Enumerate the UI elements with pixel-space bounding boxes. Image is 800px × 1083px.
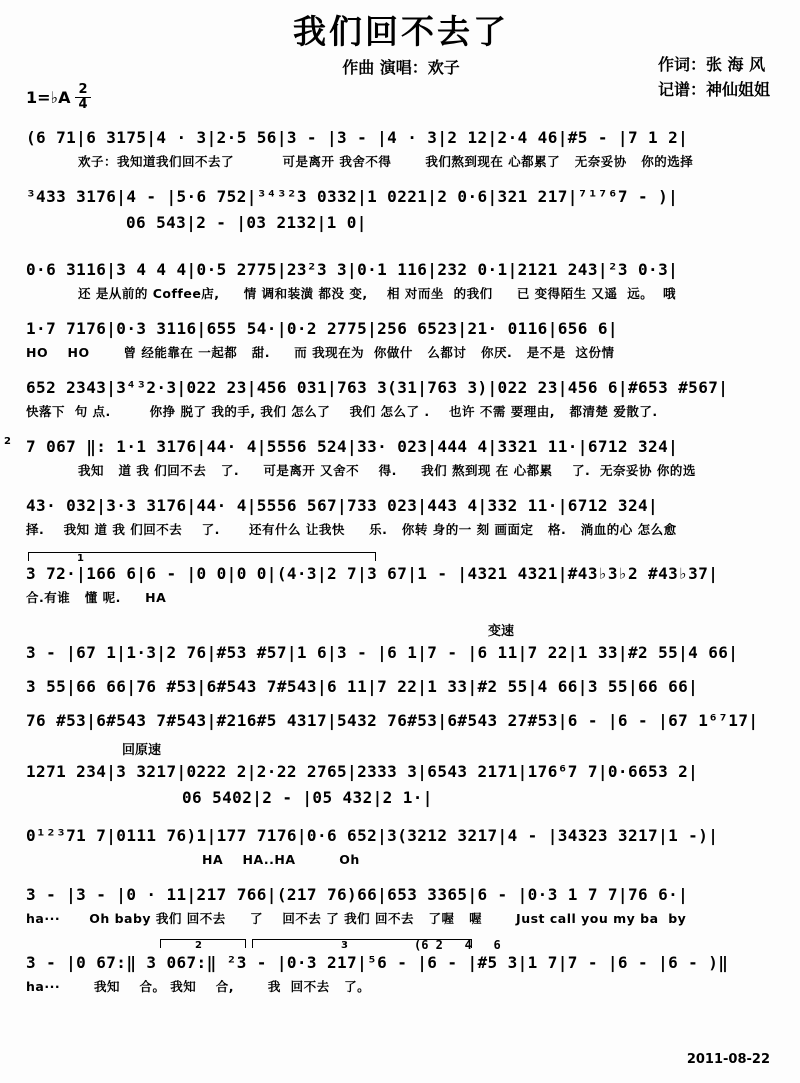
time-denominator: 4: [78, 96, 88, 112]
music-system-1: [26, 125, 776, 171]
verse-number-marker: 2: [4, 436, 11, 448]
notation-line: (6 71|6 3175|4 · 3|2·5 56|3 - |3 - |4 · 3|2 12|2·4 46|#5 - |7 1 2|: [26, 128, 689, 148]
lyrics-line: 还 是从前的 Coffee店, 情 调和装潢 都没 变, 相 对而坐 的我们 已 变得陌生 又遥 远。 哦: [78, 286, 676, 302]
lyricist-line: 作词：张 海 风: [657, 55, 766, 74]
music-system-7: [26, 493, 776, 539]
volta-bracket-1: 1: [28, 552, 376, 561]
grace-notes: (6 2 4 6: [414, 938, 501, 953]
lyrics-line: 欢子：我知道我们回不去了 可是离开 我舍不得 我们熬到现在 心都累了 无奈妥协 你的选择: [78, 154, 694, 170]
notation-line: 0¹²³71 7|0111 76)1|177 7176|0·6 652|3(3212 3217|4 - |34323 3217|1 -)|: [26, 826, 719, 846]
music-system-14: [26, 882, 776, 928]
notation-line: 652 2343|3⁴³2·3|022 23|456 031|763 3(31|763 3)|022 23|456 6|#653 #567|: [26, 378, 729, 398]
lyrics-line: 我知 道 我 们回不去 了. 可是离开 又舍不 得. 我们 熬到现 在 心都累 了. 无奈妥协 你的选: [78, 463, 696, 479]
time-numerator: 2: [75, 83, 90, 98]
notation-line: 1271 234|3 3217|0222 2|2·22 2765|2333 3|6543 2171|176⁶7 7|0·6653 2|: [26, 762, 699, 782]
volta-bracket-3: 3: [252, 939, 472, 948]
notation-line: 1·7 7176|0·3 3116|655 54·|0·2 2775|256 6523|21· 0116|656 6|: [26, 319, 618, 339]
music-system-5: [26, 375, 776, 421]
page-title: 我们回不去了: [293, 12, 509, 51]
music-system-2: [26, 184, 776, 235]
notation-line: 7 067 ‖: 1·1 3176|44· 4|5556 524|33· 023|444 4|3321 11·|6712 324|: [26, 437, 679, 457]
music-system-13: [26, 823, 776, 869]
time-signature: [75, 83, 90, 111]
music-system-9: [26, 623, 776, 665]
music-system-11: [26, 708, 776, 733]
lyrics-line: ha··· 我知 合。 我知 合, 我 回不去 了。: [26, 979, 371, 995]
tempo-change-label: 变速: [488, 624, 515, 640]
notation-line: 3 72·|166 6|6 - |0 0|0 0|(4·3|2 7|3 67|1 - |4321 4321|#43♭3♭2 #43♭37|: [26, 564, 719, 584]
music-system-12: [26, 742, 776, 810]
music-system-10: [26, 674, 776, 699]
composer-performer-line: 作曲 演唱：欢子: [342, 58, 460, 77]
notation-line: 3 - |3 - |0 · 11|217 766|(217 76)66|653 3365|6 - |0·3 1 7 7|76 6·|: [26, 885, 689, 905]
key-text: 1=♭A: [26, 87, 71, 107]
music-system-4: [26, 316, 776, 362]
lyrics-line: 择. 我知 道 我 们回不去 了. 还有什么 让我快 乐. 你转 身的一 刻 画面定 格. 淌血的心 怎么愈: [26, 522, 677, 538]
music-system-15: [26, 938, 776, 996]
second-voice-line: 06 5402|2 - |05 432|2 1·|: [182, 788, 433, 808]
notation-line: 3 55|66 66|76 #53|6#543 7#543|6 11|7 22|1 33|#2 55|4 66|3 55|66 66|: [26, 677, 699, 697]
music-system-3: [26, 257, 776, 303]
notation-line: 76 #53|6#543 7#543|#216#5 4317|5432 76#53|6#543 27#53|6 - |6 - |67 1⁶⁷17|: [26, 711, 759, 731]
lyrics-line: 快落下 句 点. 你挣 脱了 我的手, 我们 怎么了 我们 怎么了 . 也许 不需 要理由, 都清楚 爱散了.: [26, 404, 658, 420]
notation-date: 2011-08-22: [686, 1052, 770, 1067]
tempo-restore-label: 回原速: [122, 743, 162, 759]
lyrics-line: ha··· Oh baby 我们 回不去 了 回不去 了 我们 回不去 了喔 喔 Just call you my ba by: [26, 911, 687, 927]
volta-bracket-2: 2: [160, 939, 246, 948]
notation-line: 43· 032|3·3 3176|44· 4|5556 567|733 023|443 4|332 11·|6712 324|: [26, 496, 659, 516]
notation-line: 3 - |67 1|1·3|2 76|#53 #57|1 6|3 - |6 1|7 - |6 11|7 22|1 33|#2 55|4 66|: [26, 643, 739, 663]
music-system-6: [4, 434, 776, 480]
notator-line: 记谱：神仙姐姐: [657, 80, 770, 99]
second-voice-line: 06 543|2 - |03 2132|1 0|: [126, 213, 367, 233]
notation-line: ³433 3176|4 - |5·6 752|³⁴³²3 0332|1 0221|2 0·6|321 217|⁷¹⁷⁶7 - )|: [26, 187, 679, 207]
credits-block: [658, 52, 770, 102]
lyrics-line: HA HA..HA Oh: [202, 852, 360, 868]
music-system-8: [26, 552, 776, 607]
notation-line: 0·6 3116|3 4 4 4|0·5 2775|23²3 3|0·1 116|232 0·1|2121 243|²3 0·3|: [26, 260, 679, 280]
lyrics-line: HO HO 曾 经能靠在 一起都 甜. 而 我现在为 你做什 么都讨 你厌. 是不是 这份情: [26, 345, 615, 361]
lyrics-line: 合.有谁 懂 呢. HA: [26, 590, 167, 606]
notation-line: 3 - |0 67:‖ 3 067:‖ ²3 - |0·3 217|⁵6 - |6 - |#5 3|1 7|7 - |6 - |6 - )‖: [26, 953, 729, 973]
